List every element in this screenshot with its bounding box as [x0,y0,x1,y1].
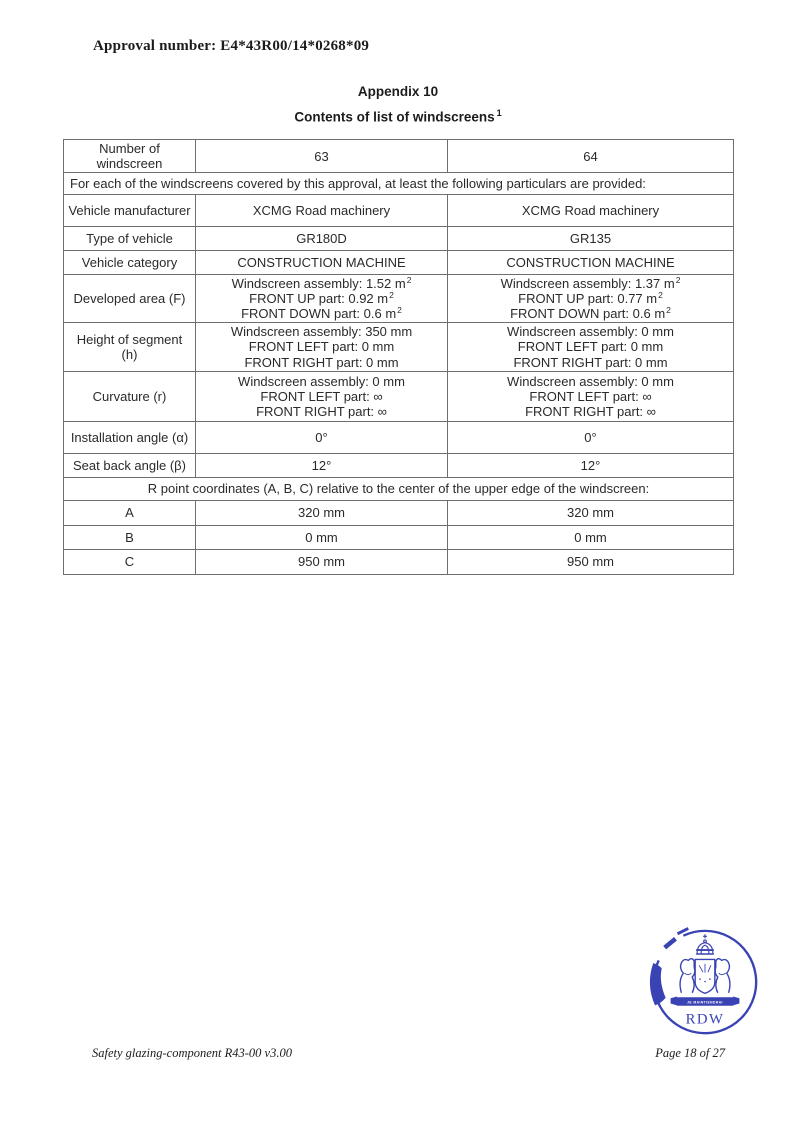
row-label: Developed area (F) [64,275,196,323]
table-row-seat-back-angle [64,453,734,477]
cell-value: 950 mm [448,549,734,574]
cell-value: Windscreen assembly: 350 mm FRONT LEFT part: 0 mm FRONT RIGHT part: 0 mm [196,323,448,371]
cell-value: CONSTRUCTION MACHINE [448,251,734,275]
page-titles [63,84,733,125]
cell-value: 12° [448,453,734,477]
cell-value: 950 mm [196,549,448,574]
table-row-b [64,525,734,549]
speed-dash-icon [677,928,688,933]
cell-value: XCMG Road machinery [196,195,448,227]
table-row-developed-area [64,275,734,323]
cell-value: Windscreen assembly: 0 mm FRONT LEFT part: ∞ FRONT RIGHT part: ∞ [448,371,734,421]
cell-value: Windscreen assembly: 1.37 $m^2$ FRONT UP part: 0.77 $m^2$ FRONT DOWN part: 0.6 $m^2$ [448,275,734,323]
cell-value: GR180D [196,227,448,251]
contents-title [63,108,733,125]
row-label: Seat back angle (β) [64,453,196,477]
cell-windscreen-63: 63 [196,140,448,173]
table-row-height-of-segment [64,323,734,371]
cell-value: 0° [448,421,734,453]
windscreen-table [63,139,734,575]
table-row-category [64,251,734,275]
cell-value: GR135 [448,227,734,251]
row-label: Number of windscreen [64,140,196,173]
rdw-text: RDW [685,1011,725,1028]
cell-value: 12° [196,453,448,477]
cell-value: Windscreen assembly: 1.52 $m^2$ FRONT UP part: 0.92 $m^2$ FRONT DOWN part: 0.6 $m^2$ [196,275,448,323]
table-row-type [64,227,734,251]
lion-left-icon [680,959,695,993]
cell-value: Windscreen assembly: 0 mm FRONT LEFT part: 0 mm FRONT RIGHT part: 0 mm [448,323,734,371]
table-row-rpoint [64,477,734,500]
cell-value: Windscreen assembly: 0 mm FRONT LEFT part: ∞ FRONT RIGHT part: ∞ [196,371,448,421]
approval-number: Approval number: E4*43R00/14*0268*09 [93,38,370,54]
appendix-title: Appendix 10 [357,84,439,99]
lion-right-icon [715,959,730,993]
crown-icon [696,934,714,954]
row-label: B [64,525,196,549]
cell-value: 0 mm [448,525,734,549]
swoosh-icon [650,963,666,1005]
table-row-manufacturer [64,195,734,227]
row-label: Height of segment (h) [64,323,196,371]
footer-document-id: Safety glazing-component R43-00 v3.00 [92,1046,292,1060]
intro-text: For each of the windscreens covered by this approval, at least the following particulars are provided: [64,173,734,195]
table-row-a [64,500,734,525]
row-label: Installation angle (α) [64,421,196,453]
shield-icon [695,959,715,993]
table-row-curvature [64,371,734,421]
cell-value: 0 mm [196,525,448,549]
cell-value: 0° [196,421,448,453]
table-row-intro [64,173,734,195]
speed-dash-icon [665,939,676,948]
row-label: C [64,549,196,574]
cell-value: 320 mm [196,500,448,525]
row-label: Vehicle category [64,251,196,275]
table-row-number [64,140,734,173]
footnote-reference: 1 [496,108,502,118]
cell-value: XCMG Road machinery [448,195,734,227]
table-row-installation-angle [64,421,734,453]
rdw-stamp-icon [645,920,765,1046]
cell-value: 320 mm [448,500,734,525]
footer-page-number: Page 18 of 27 [655,1046,725,1060]
row-label: Type of vehicle [64,227,196,251]
rdw-stamp-logo [645,920,765,1046]
row-label: A [64,500,196,525]
contents-title-text: Contents of list of windscreens [294,109,495,125]
cell-value: CONSTRUCTION MACHINE [196,251,448,275]
motto-text: JE MAINTIENDRAI [687,1000,723,1005]
row-label: Curvature (r) [64,371,196,421]
row-label: Vehicle manufacturer [64,195,196,227]
cell-windscreen-64: 64 [448,140,734,173]
table-row-c [64,549,734,574]
rpoint-text: R point coordinates (A, B, C) relative to the center of the upper edge of the windscreen: [64,477,734,500]
